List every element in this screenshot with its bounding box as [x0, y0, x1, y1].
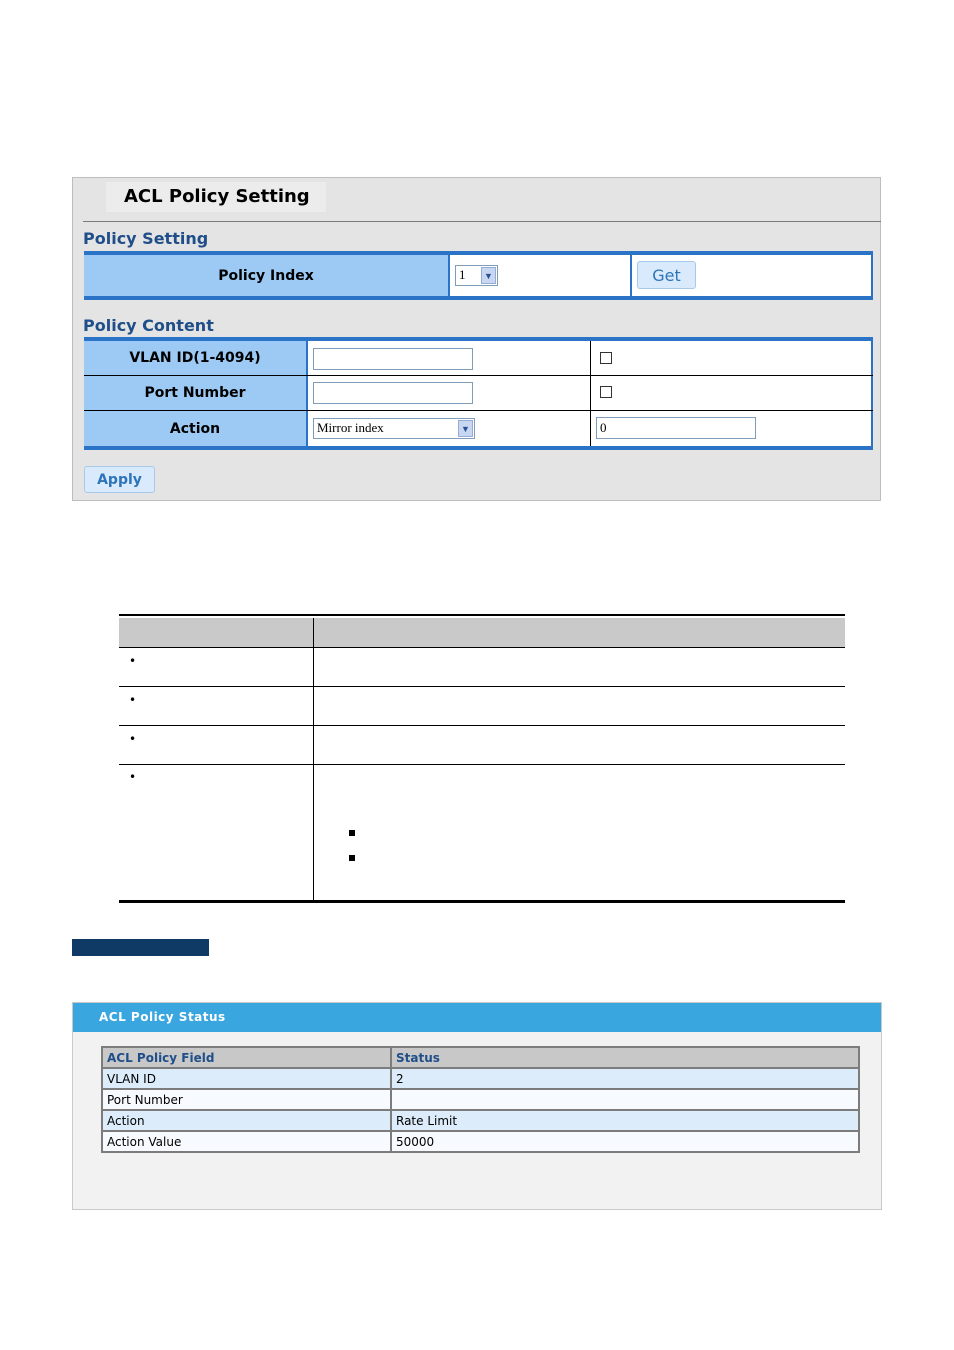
- table-top-rule: [119, 614, 845, 616]
- policy-content-table: [84, 337, 873, 450]
- status-cell: [391, 1089, 859, 1110]
- table-row: [102, 1131, 859, 1152]
- table-row: [102, 1068, 859, 1089]
- apply-button[interactable]: Apply: [84, 466, 155, 493]
- status-table-header: [102, 1047, 859, 1068]
- policy-index-select[interactable]: [455, 265, 498, 286]
- row-rule: [119, 764, 845, 765]
- action-select[interactable]: [313, 418, 475, 439]
- status-panel-title: ACL Policy Status: [73, 1003, 881, 1032]
- port-number-input[interactable]: [313, 382, 473, 404]
- table-bottom-bar: [84, 296, 873, 300]
- policy-content-heading: Policy Content: [83, 316, 214, 335]
- policy-setting-heading: Policy Setting: [83, 229, 209, 248]
- acl-policy-status-panel: [72, 1002, 882, 1210]
- col-header-field: ACL Policy Field: [102, 1047, 391, 1068]
- table-row: [102, 1089, 859, 1110]
- field-cell: VLAN ID: [102, 1068, 391, 1089]
- figure-caption-bar: [72, 939, 209, 956]
- chevron-down-icon: ▼: [481, 267, 496, 284]
- port-number-label: Port Number: [84, 376, 306, 410]
- status-cell: 2: [391, 1068, 859, 1089]
- port-number-checkbox[interactable]: [600, 386, 612, 398]
- bullet-icon: •: [129, 732, 137, 746]
- square-bullet-icon: [349, 830, 355, 836]
- panel-title: ACL Policy Setting: [106, 182, 326, 212]
- col-header-status: Status: [391, 1047, 859, 1068]
- status-cell: 50000: [391, 1131, 859, 1152]
- get-cell: [630, 255, 873, 296]
- action-value-cell: [590, 411, 873, 446]
- vlan-check-cell: [590, 341, 873, 375]
- vlan-id-input[interactable]: [313, 348, 473, 370]
- action-cell: [306, 411, 590, 446]
- description-table: [119, 614, 845, 904]
- chevron-down-icon: ▼: [458, 420, 473, 437]
- row-rule: [119, 725, 845, 726]
- row-rule: [119, 686, 845, 687]
- content-bottom-bar: [84, 446, 873, 450]
- vlan-id-cell: [306, 341, 590, 375]
- policy-index-cell: [448, 255, 630, 296]
- bullet-icon: •: [129, 654, 137, 668]
- header-rule: [119, 647, 845, 648]
- action-label: Action: [84, 411, 306, 446]
- bullet-icon: •: [129, 770, 137, 784]
- acl-policy-setting-panel: [72, 177, 881, 501]
- action-selected: Mirror index: [317, 420, 384, 435]
- policy-index-label: Policy Index: [84, 255, 448, 296]
- field-cell: Action Value: [102, 1131, 391, 1152]
- table-bottom-rule: [119, 900, 845, 903]
- vlan-id-checkbox[interactable]: [600, 352, 612, 364]
- table-row: [102, 1110, 859, 1131]
- field-cell: Port Number: [102, 1089, 391, 1110]
- status-cell: Rate Limit: [391, 1110, 859, 1131]
- policy-index-selected: 1: [459, 267, 466, 282]
- port-number-cell: [306, 376, 590, 410]
- field-cell: Action: [102, 1110, 391, 1131]
- bullet-icon: •: [129, 693, 137, 707]
- action-value-input[interactable]: 0: [596, 417, 756, 439]
- vlan-id-label: VLAN ID(1-4094): [84, 341, 306, 375]
- square-bullet-icon: [349, 855, 355, 861]
- table-header-row: [119, 618, 845, 647]
- get-button[interactable]: Get: [637, 261, 696, 289]
- policy-setting-table: [84, 251, 873, 300]
- column-divider: [313, 618, 314, 901]
- port-check-cell: [590, 376, 873, 410]
- status-table: [101, 1046, 860, 1153]
- title-divider: [83, 221, 881, 222]
